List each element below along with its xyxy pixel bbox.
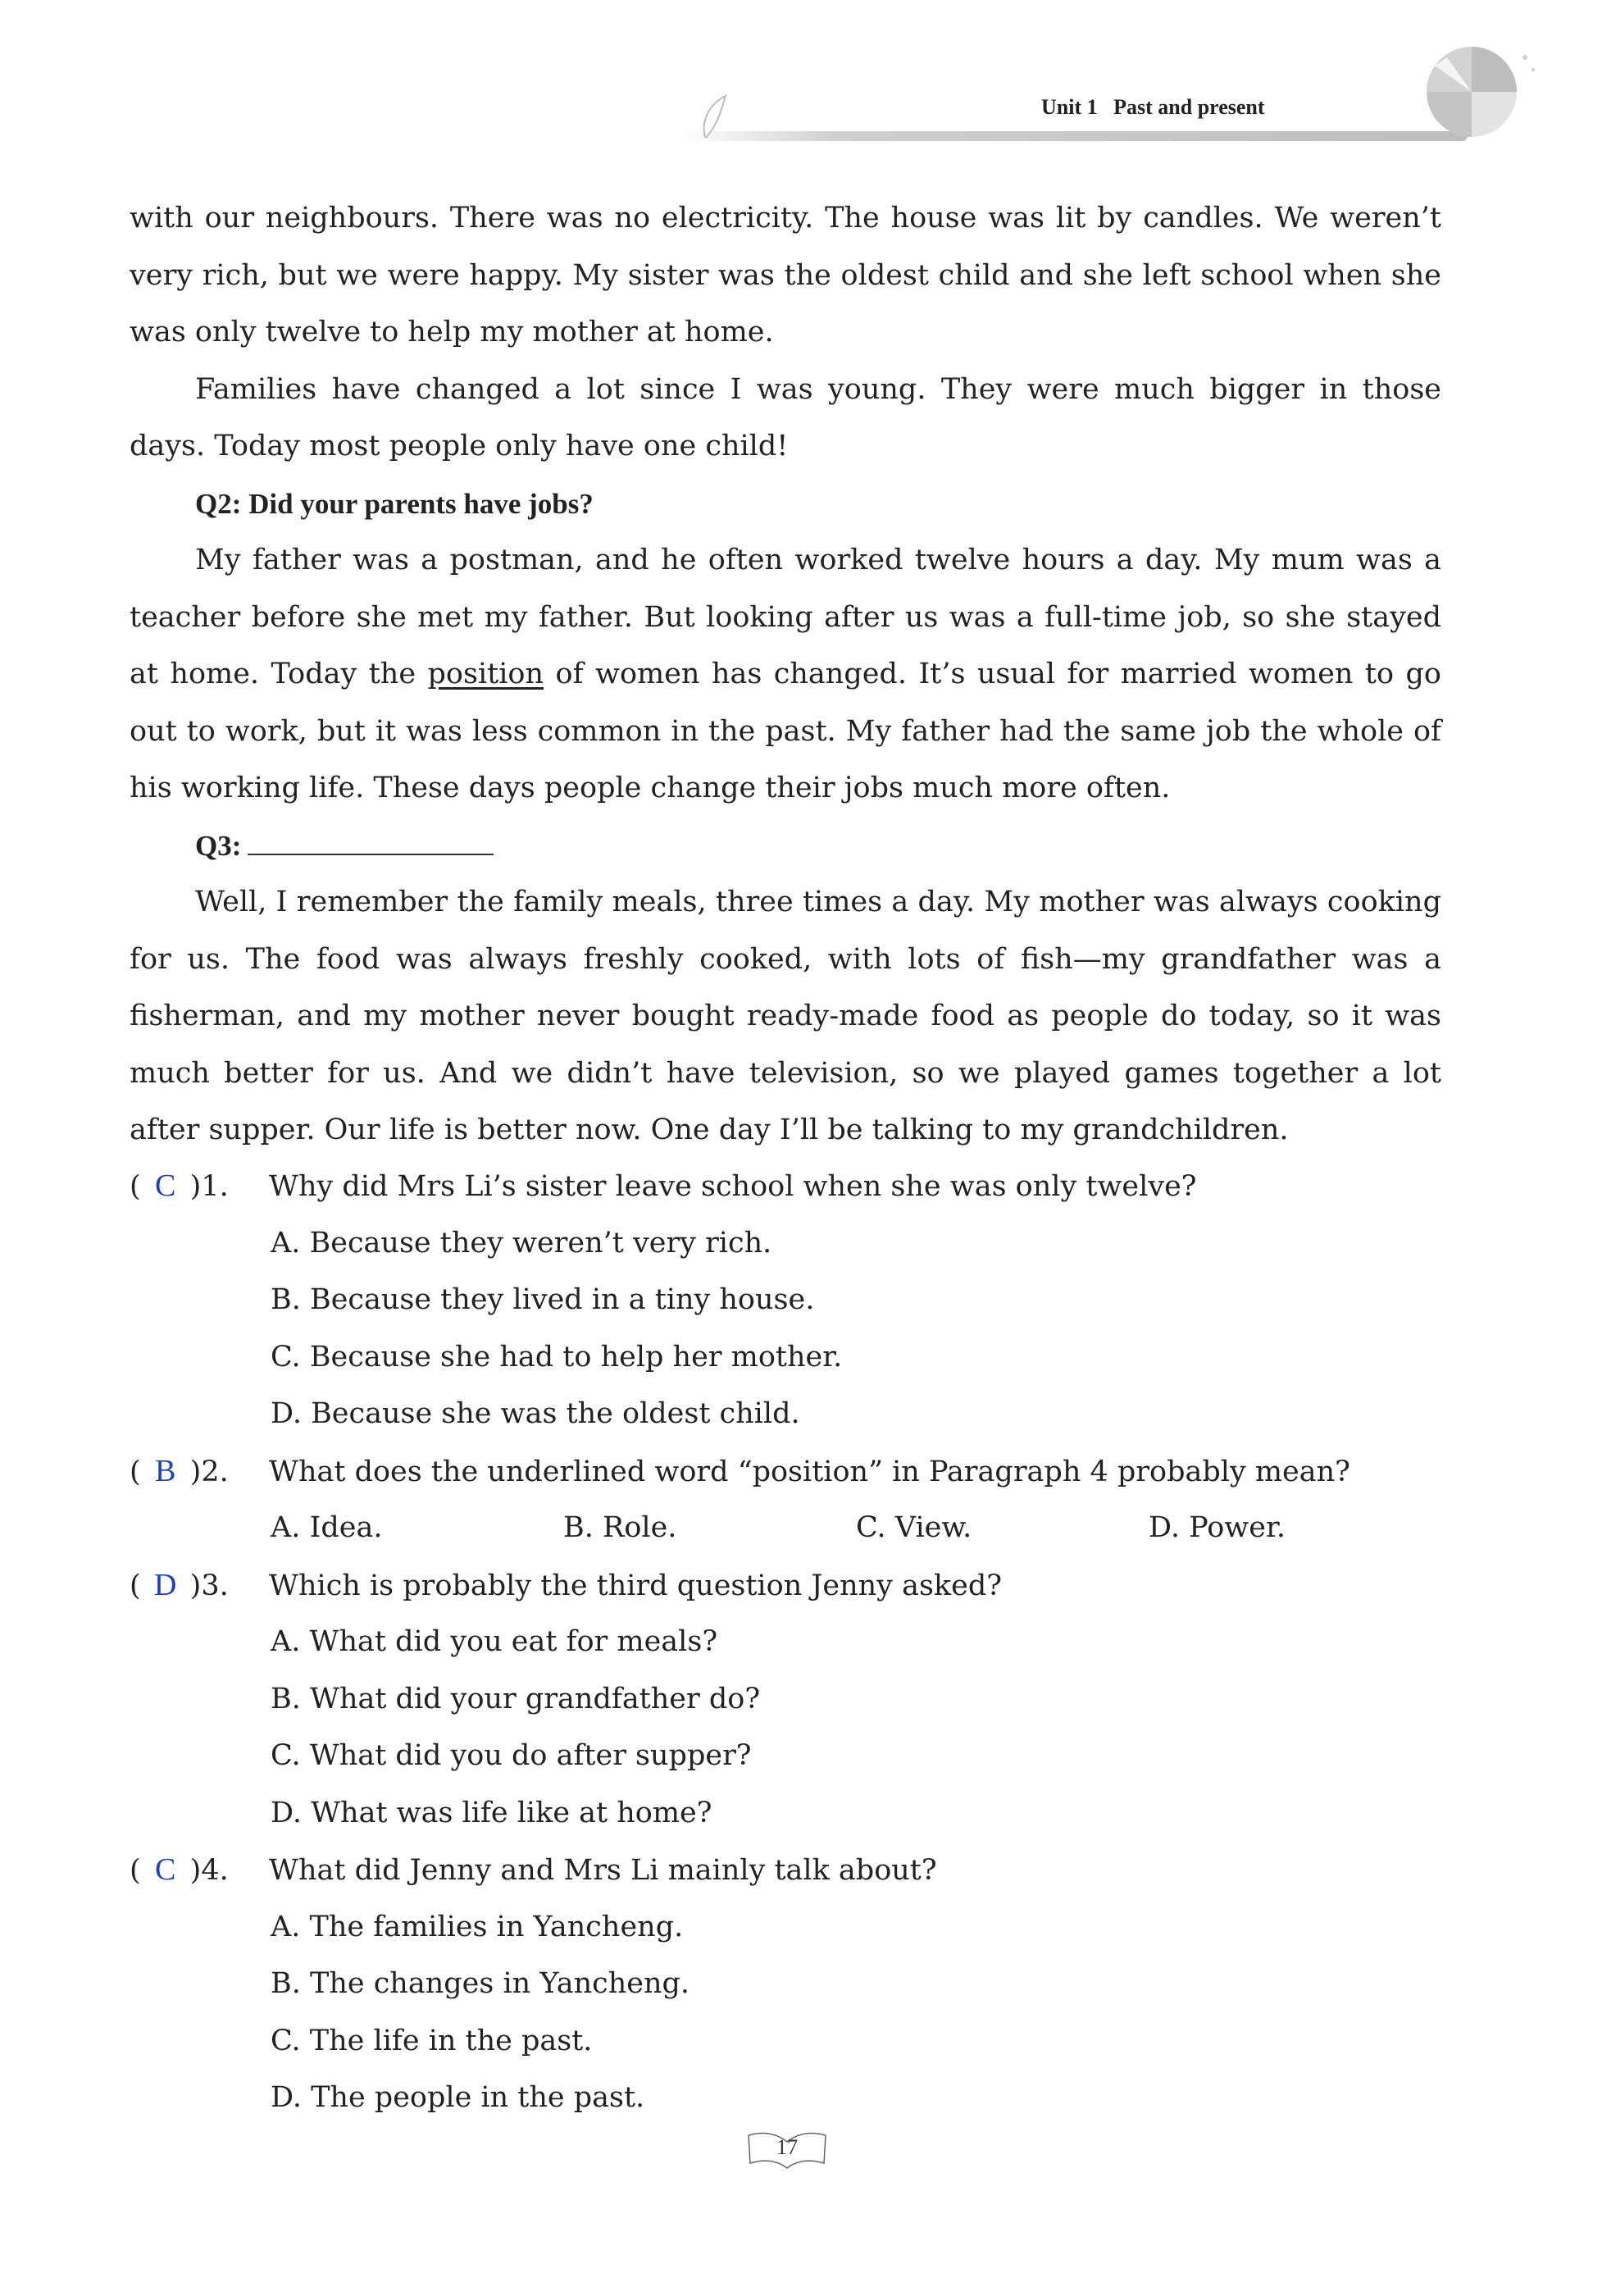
paragraph-3-before: My father was a postman, and he often worked twelve hours a day. My mum was a teacher before she met my father. But looking after us was a full-time job, so she stayed at home. Today the — [130, 544, 1441, 690]
question-1-number: 1. — [201, 1170, 229, 1203]
answer-bracket: ( C )1. — [130, 1158, 269, 1216]
underlined-word-position: position — [427, 658, 544, 690]
option-3d: D. What was life like at home? — [271, 1796, 712, 1829]
option-1c: C. Because she had to help her mother. — [271, 1340, 843, 1374]
answer-2[interactable]: B — [154, 1453, 176, 1488]
pinwheel-icon — [1386, 41, 1541, 148]
page-number-text: 17 — [776, 2135, 798, 2159]
options-2-row — [130, 1500, 1441, 1557]
paragraph-4: Well, I remember the family meals, three times a day. My mother was always cooking for us. The food was always freshly cooked, with lots of fish—my grandfather was a fisherman, and my mother never bought ready-made food as people do today, so it was much better for us. And we didn’t have television, so we played games together a lot after supper. Our life is better now. One day I’ll be talking to my grandchildren. — [130, 886, 1441, 1146]
paragraph-2: Families have changed a lot since I was young. They were much bigger in those days. Today most people only have one child! — [130, 372, 1441, 462]
option-2a: A. Idea. — [271, 1511, 383, 1544]
unit-title: Unit 1 Past and present — [1041, 95, 1265, 119]
paragraph-1: with our neighbours. There was no electricity. The house was lit by candles. We weren’t very rich, but we were happy. My sister was the oldest child and she left school when she was only twelve to help my mother at home. — [130, 202, 1441, 348]
option-3b: B. What did your grandfather do? — [271, 1682, 761, 1715]
answer-4[interactable]: C — [154, 1852, 176, 1887]
option-2b: B. Role. — [563, 1511, 677, 1544]
option-4c: C. The life in the past. — [271, 2024, 593, 2057]
question-4-number: 4. — [201, 1854, 229, 1887]
answer-3[interactable]: D — [153, 1567, 177, 1602]
answer-1[interactable]: C — [154, 1168, 176, 1203]
question-2-number: 2. — [201, 1455, 229, 1488]
q3-blank-line[interactable] — [248, 827, 494, 855]
option-4d: D. The people in the past. — [271, 2081, 645, 2114]
question-4 — [130, 1842, 1441, 1899]
option-3a: A. What did you eat for meals? — [271, 1625, 718, 1658]
q2-label: Q2: Did your parents have jobs? — [195, 487, 594, 520]
question-3-text: Which is probably the third question Jenny asked? — [269, 1569, 1003, 1602]
answer-bracket: ( B )2. — [130, 1443, 269, 1501]
option-4b: B. The changes in Yancheng. — [271, 1967, 690, 2000]
option-1b: B. Because they lived in a tiny house. — [271, 1283, 815, 1316]
question-1 — [130, 1158, 1441, 1215]
header-bar — [680, 131, 1468, 141]
question-1-text: Why did Mrs Li’s sister leave school when she was only twelve? — [269, 1170, 1197, 1203]
page-number — [742, 2124, 832, 2173]
q3-label-text: Q3: — [195, 829, 242, 862]
page-header — [680, 41, 1541, 148]
option-2c: C. View. — [856, 1511, 972, 1544]
option-3c: C. What did you do after supper? — [271, 1739, 752, 1772]
question-list — [130, 1158, 1441, 2127]
question-2 — [130, 1443, 1441, 1501]
answer-bracket: ( C )4. — [130, 1842, 269, 1900]
q3-label — [195, 818, 1441, 875]
paragraph-3 — [130, 532, 1441, 818]
option-4a: A. The families in Yancheng. — [271, 1910, 684, 1943]
option-2d: D. Power. — [1149, 1511, 1286, 1544]
reading-passage — [130, 190, 1441, 1159]
answer-bracket: ( D )3. — [130, 1557, 269, 1615]
option-1a: A. Because they weren’t very rich. — [271, 1226, 772, 1260]
question-3-number: 3. — [201, 1569, 229, 1602]
paragraph-3-after: of women has changed. It’s usual for married women to go out to work, but it was less common in the past. My father had the same job the whole of his working life. These days people change their jobs much more often. — [130, 658, 1442, 804]
question-4-text: What did Jenny and Mrs Li mainly talk about? — [269, 1854, 937, 1887]
option-1d: D. Because she was the oldest child. — [271, 1397, 800, 1430]
question-2-text: What does the underlined word “position” in Paragraph 4 probably mean? — [269, 1455, 1350, 1488]
question-3 — [130, 1557, 1441, 1615]
